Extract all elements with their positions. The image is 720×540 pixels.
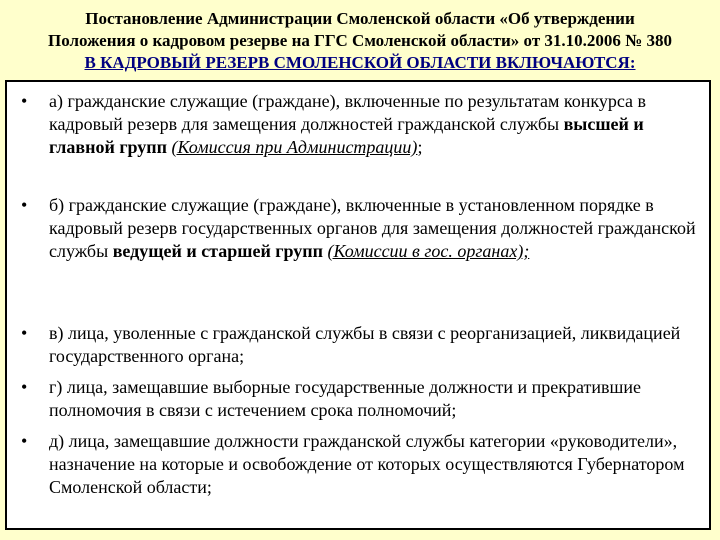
bullet: • — [21, 323, 28, 343]
list-item-text: в) лица, уволенные с гражданской службы в связи с реорганизацией, ликвидацией государственного органа; — [49, 323, 681, 366]
header-line-1: Постановление Администрации Смоленской области «Об утверждении — [85, 9, 635, 28]
header-line-2: Положения о кадровом резерве на ГГС Смоленской области» от 31.10.2006 № 380 — [47, 31, 673, 50]
bullet: • — [21, 195, 28, 215]
bullet: • — [21, 431, 28, 451]
header-subtitle: В КАДРОВЫЙ РЕЗЕРВ СМОЛЕНСКОЙ ОБЛАСТИ ВКЛЮЧАЮТСЯ: — [84, 53, 636, 72]
bullet: • — [21, 377, 28, 397]
item-bold-text: высшей и главной групп — [49, 114, 644, 157]
item-text-end: ; — [417, 137, 423, 157]
list-item-c — [21, 322, 697, 368]
list-item-text — [49, 194, 697, 263]
list-item-text — [49, 90, 697, 159]
content-box — [5, 80, 711, 530]
list-item-e — [21, 430, 697, 499]
list-item-text: д) лица, замещавшие должности гражданской службы категории «руководители», назначение на которые и освобождение от которых осуществляются Губернатором Смоленской области; — [49, 431, 685, 497]
list-item-d — [21, 376, 697, 422]
list-item-a — [21, 90, 697, 159]
item-text: а) гражданские служащие (граждане), включенные по результатам конкурса в кадровый резерв для замещения должностей гражданской службы — [49, 91, 647, 134]
list-item-text: г) лица, замещавшие выборные государственные должности и прекратившие полномочия в связи с истечением срока полномочий; — [49, 377, 642, 420]
item-link-text: (Комиссия при Администрации) — [171, 137, 418, 157]
list-item-b — [21, 194, 697, 263]
item-bold-text: ведущей и старшей групп — [112, 241, 324, 261]
item-link-text: (Комиссии в гос. органах); — [327, 241, 530, 261]
slide-header — [0, 8, 720, 74]
bullet: • — [21, 91, 28, 111]
item-text: б) гражданские служащие (граждане), включенные в установленном порядке в кадровый резерв государственных органов для замещения должностей гражданской службы — [49, 195, 696, 261]
